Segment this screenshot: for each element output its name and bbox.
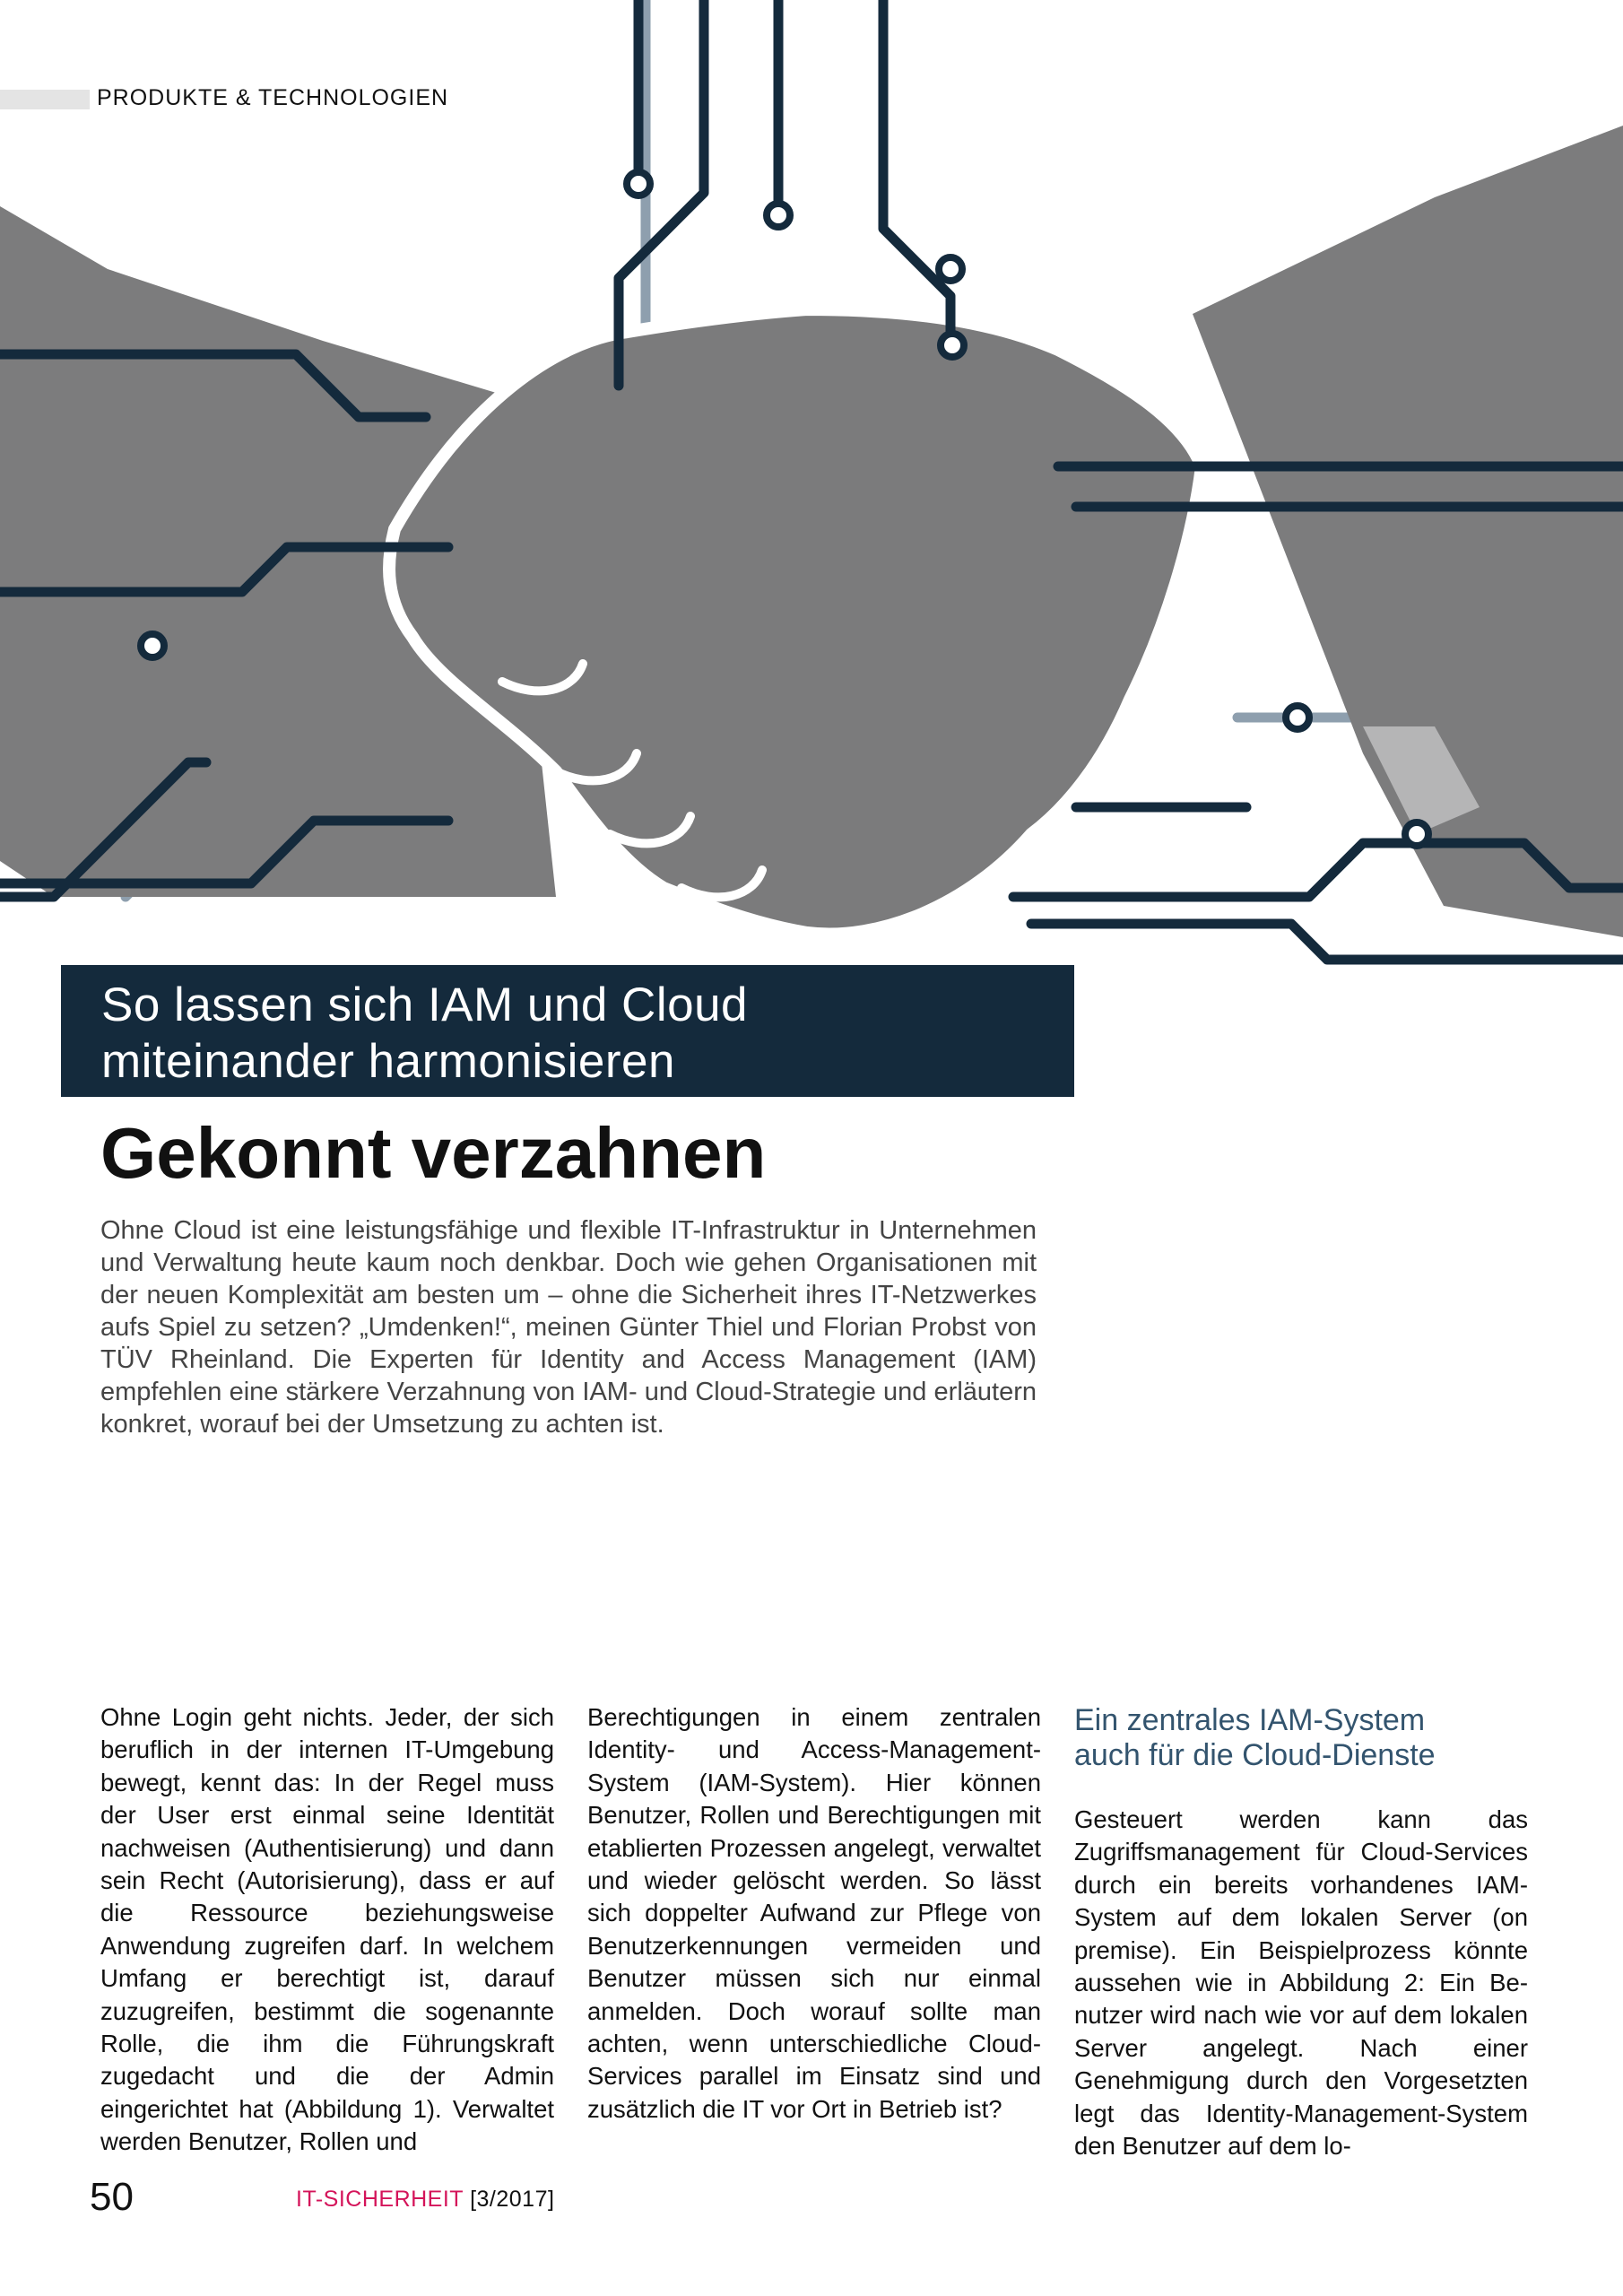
subtitle-line-1: So lassen sich IAM und Cloud: [101, 978, 749, 1031]
handshake-circuit-illustration: [0, 0, 1623, 978]
column-subheading: [1074, 1703, 1541, 1773]
magazine-name: IT-SICHERHEIT: [296, 2187, 464, 2212]
subtitle-banner: [61, 965, 1074, 1097]
article-headline: Gekonnt verzahnen: [100, 1113, 767, 1193]
column-subheading-line-1: Ein zentrales IAM-System: [1074, 1703, 1426, 1737]
section-label: PRODUKTE & TECHNOLOGIEN: [97, 85, 449, 110]
body-column-1: Ohne Login geht nichts. Jeder, der sich beruflich in der internen IT-Umgebung bewegt, kennt das: In der Regel muss der User erst einmal seine Identität nachweisen (Authentisierung) und dann sein Recht (Autorisierung), dass er auf die Ressource beziehungsweise Anwendung zugreifen darf. In welchem Umfang er berechtigt ist, darauf zuzugreifen, bestimmt die sogenannte Rolle, die ihm die Führungskraft zugedacht und die der Admin eingerichtet hat (Abbildung 1). Verwaltet werden Benutzer, Rollen und: [100, 1703, 554, 2156]
column-subheading-line-2: auch für die Cloud-Dienste: [1074, 1738, 1436, 1772]
body-column-3: Gesteuert werden kann das Zugriffsmanagement für Cloud-Services durch ein bereits vorhandenes IAM-System auf dem lokalen Server (on premise). Ein Beispielprozess könnte aussehen wie in Abbildung 2: Ein Benutzer wird nach wie vor auf dem lokalen Server angelegt. Nach einer Genehmigung durch den Vorgesetzten legt das Identity-Management-System den Benutzer auf dem lo-: [1074, 1805, 1528, 2161]
page-number: 50: [90, 2175, 134, 2219]
issue-label: [3/2017]: [470, 2187, 555, 2212]
magazine-footer: [296, 2187, 554, 2213]
section-marker-bar: [0, 90, 90, 109]
body-column-2: Berechtigungen in einem zentralen Identity- und Access-Management-System (IAM-System). Hier können Benutzer, Rollen und Berechtigungen mit etablierten Prozessen angelegt, verwaltet und wieder gelöscht werden. So lässt sich doppelter Aufwand zur Pflege von Benutzerkennungen vermeiden und Benutzer müssen sich nur einmal anmelden. Doch worauf sollte man achten, wenn unterschiedliche Cloud-Services parallel im Einsatz sind und zusätzlich die IT vor Ort in Betrieb ist?: [587, 1703, 1041, 2123]
article-lead: Ohne Cloud ist eine leistungsfähige und flexible IT-Infrastruktur in Unternehmen und Verwaltung heute kaum noch denkbar. Doch wie gehen Organisationen mit der neuen Komplexität am besten um – ohne die Sicherheit ihres IT-Netzwerkes aufs Spiel zu setzen? „Umdenken!“, meinen Günter Thiel und Florian Probst von TÜV Rheinland. Die Experten für Identity and Access Management (IAM) empfehlen eine stärkere Verzahnung von IAM- und Cloud-Strategie und erläutern konkret, worauf bei der Umsetzung zu achten ist.: [100, 1216, 1037, 1439]
subtitle-line-2: miteinander harmonisieren: [101, 1035, 675, 1088]
